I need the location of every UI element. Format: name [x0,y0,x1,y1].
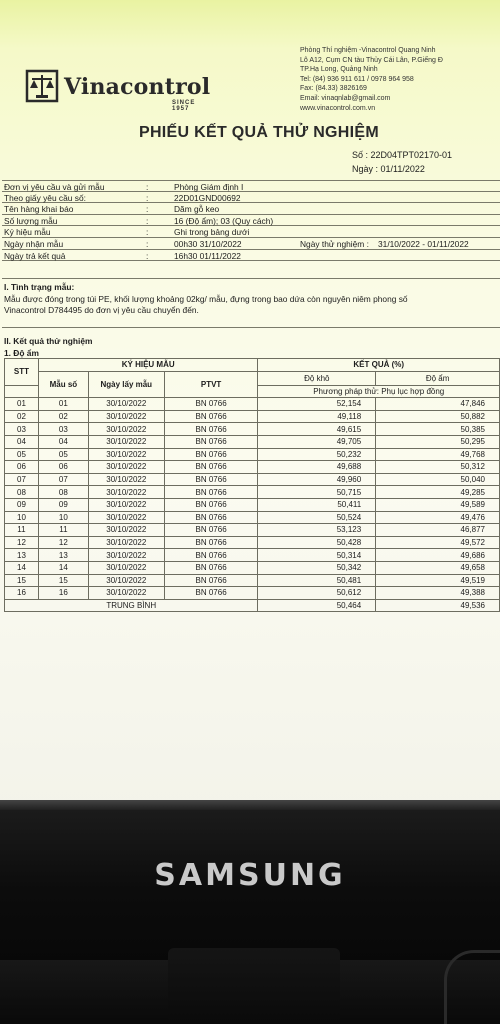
cell-moisture: 50,040 [376,473,500,486]
cell-dryness: 50,342 [258,561,376,574]
average-row [5,599,500,612]
cell-sample-no: 08 [38,486,88,499]
cell-dryness: 50,481 [258,574,376,587]
cell-vehicle: BN 0766 [164,448,258,461]
cell-stt: 11 [5,524,39,537]
cell-sample-no: 12 [38,536,88,549]
cell-sampling-date: 30/10/2022 [88,524,164,537]
cell-moisture: 49,686 [376,549,500,562]
info-label: Tên hàng khai báo [4,204,74,215]
cell-sampling-date: 30/10/2022 [88,549,164,562]
contact-line: Tel: (84) 936 911 611 / 0978 964 958 [300,75,414,83]
lab-contact-block [300,46,500,113]
cell-dryness: 49,615 [258,423,376,436]
info-colon: : [146,215,149,226]
cell-moisture: 47,846 [376,398,500,411]
cell-stt: 15 [5,574,39,587]
table-row [5,587,500,600]
cell-vehicle: BN 0766 [164,498,258,511]
cell-moisture: 50,882 [376,410,500,423]
cell-sampling-date: 30/10/2022 [88,410,164,423]
cell-dryness: 50,612 [258,587,376,600]
cell-moisture: 49,285 [376,486,500,499]
info-row [2,226,500,238]
cell-sampling-date: 30/10/2022 [88,435,164,448]
sample-state-line: Mẫu được đóng trong túi PE, khối lượng khoảng 02kg/ mẫu, đựng trong bao dứa còn nguyên niêm phong số [4,294,408,304]
cell-stt: 02 [5,410,39,423]
cell-stt: 14 [5,561,39,574]
cell-sample-no: 13 [38,549,88,562]
info-row [2,250,500,262]
cell-sampling-date: 30/10/2022 [88,511,164,524]
table-row [5,398,500,411]
table-row [5,486,500,499]
cell-dryness: 50,411 [258,498,376,511]
cell-vehicle: BN 0766 [164,574,258,587]
table-row [5,524,500,537]
cell-dryness: 49,960 [258,473,376,486]
cell-vehicle: BN 0766 [164,511,258,524]
average-dryness: 50,464 [258,599,376,612]
request-info-table [2,180,500,261]
info-colon: : [146,182,149,192]
cell-dryness: 49,688 [258,461,376,474]
cell-dryness: 49,118 [258,410,376,423]
table-row [5,473,500,486]
table-row [5,498,500,511]
cell-vehicle: BN 0766 [164,410,258,423]
header-stt: STT [5,359,39,386]
header-result: KẾT QUẢ (%) [258,359,500,372]
cell-sample-no: 15 [38,574,88,587]
info-value: 16h30 01/11/2022 [174,250,241,261]
cell-vehicle: BN 0766 [164,486,258,499]
cell-stt: 04 [5,435,39,448]
monitor-brand-logo: SAMSUNG [154,858,346,893]
info-colon: : [146,204,149,215]
document-date: Ngày : 01/11/2022 [352,164,425,174]
cell-moisture: 49,388 [376,587,500,600]
cell-vehicle: BN 0766 [164,398,258,411]
monitor-stand [168,948,340,1024]
scales-logo-icon [24,68,60,104]
cell-sample-no: 06 [38,461,88,474]
results-body [5,398,500,600]
document-number: Số : 22D04TPT02170-01 [352,150,453,160]
table-row [5,574,500,587]
cell-moisture: 49,572 [376,536,500,549]
section-heading: II. Kết quả thử nghiệm [4,336,93,346]
cell-sample-no: 01 [38,398,88,411]
cell-sampling-date: 30/10/2022 [88,461,164,474]
cell-dryness: 49,705 [258,435,376,448]
contact-line: Lô A12, Cụm CN tàu Thủy Cái Lân, P.Giếng Đ [300,56,443,64]
header-dryness: Độ khô [258,371,376,385]
cell-vehicle: BN 0766 [164,461,258,474]
subsection-heading: 1. Độ ẩm [4,348,39,358]
cell-sampling-date: 30/10/2022 [88,398,164,411]
cell-vehicle: BN 0766 [164,549,258,562]
test-date-label: Ngày thử nghiệm : [300,238,369,249]
cell-sample-no: 10 [38,511,88,524]
cell-vehicle: BN 0766 [164,423,258,436]
monitor-cable [444,950,500,1024]
average-moisture: 49,536 [376,599,500,612]
table-row [5,448,500,461]
info-row [2,238,500,250]
moisture-results-table [4,358,500,612]
info-colon: : [146,192,149,203]
cell-stt: 03 [5,423,39,436]
cell-stt: 12 [5,536,39,549]
cell-sampling-date: 30/10/2022 [88,561,164,574]
header-test-method: Phương pháp thử: Phụ lục hợp đồng [258,385,500,398]
cell-moisture: 50,385 [376,423,500,436]
cell-sample-no: 05 [38,448,88,461]
cell-moisture: 49,589 [376,498,500,511]
contact-line: TP.Hạ Long, Quảng Ninh [300,66,378,74]
table-row [5,461,500,474]
cell-moisture: 46,877 [376,524,500,537]
info-value: 22D01GND00692 [174,192,241,203]
cell-dryness: 50,314 [258,549,376,562]
cell-dryness: 50,524 [258,511,376,524]
cell-stt: 13 [5,549,39,562]
info-row [2,192,500,204]
cell-moisture: 50,295 [376,435,500,448]
info-colon: : [146,250,149,261]
cell-sample-no: 16 [38,587,88,600]
cell-sample-no: 09 [38,498,88,511]
table-row [5,423,500,436]
cell-sample-no: 03 [38,423,88,436]
cell-sampling-date: 30/10/2022 [88,574,164,587]
header-vehicle: PTVT [164,371,258,398]
cell-dryness: 50,428 [258,536,376,549]
table-row [5,561,500,574]
cell-sampling-date: 30/10/2022 [88,536,164,549]
cell-sampling-date: 30/10/2022 [88,448,164,461]
cell-moisture: 49,519 [376,574,500,587]
info-value: Phòng Giám định I [174,182,244,192]
cell-sample-no: 11 [38,524,88,537]
info-label: Số lượng mẫu [4,215,58,226]
table-row [5,536,500,549]
cell-sampling-date: 30/10/2022 [88,587,164,600]
header-moisture: Độ ẩm [376,371,500,385]
info-value: Ghi trong bảng dưới [174,227,250,238]
contact-line: Phòng Thí nghiệm -Vinacontrol Quang Ninh [300,47,436,54]
info-colon: : [146,238,149,249]
table-row [5,549,500,562]
contact-line: Fax: (84.33) 3826169 [300,85,367,93]
cell-stt: 01 [5,398,39,411]
cell-dryness: 53,123 [258,524,376,537]
info-row [2,215,500,227]
cell-moisture: 49,768 [376,448,500,461]
info-value: 00h30 31/10/2022 [174,238,242,249]
cell-dryness: 50,715 [258,486,376,499]
average-label: TRUNG BÌNH [5,599,258,612]
table-row [5,410,500,423]
cell-stt: 10 [5,511,39,524]
cell-stt: 07 [5,473,39,486]
info-label: Ngày nhận mẫu [4,238,64,249]
sample-state-text [4,294,500,316]
section-heading: I. Tình trạng mẫu: [4,282,75,292]
cell-moisture: 49,476 [376,511,500,524]
info-colon: : [146,227,149,238]
cell-stt: 09 [5,498,39,511]
cell-moisture: 50,312 [376,461,500,474]
brand-since: SINCE 1957 [172,100,196,112]
cell-sample-no: 14 [38,561,88,574]
contact-line: Email: vinaqnlab@gmail.com [300,94,391,102]
info-value: 16 (Độ ẩm); 03 (Quy cách) [174,215,274,226]
vinacontrol-logo [24,68,214,110]
brand-name: Vinacontrol [64,74,211,100]
info-label: Theo giấy yêu cầu số: [4,192,86,203]
cell-stt: 16 [5,587,39,600]
table-row [5,435,500,448]
cell-sampling-date: 30/10/2022 [88,473,164,486]
info-label: Ngày trả kết quả [4,250,66,261]
cell-vehicle: BN 0766 [164,435,258,448]
header-sample-no: Mẫu số [38,371,88,398]
cell-dryness: 50,232 [258,448,376,461]
cell-sampling-date: 30/10/2022 [88,498,164,511]
bezel-edge [0,800,500,810]
info-value: Dăm gỗ keo [174,204,220,215]
cell-sample-no: 04 [38,435,88,448]
cell-dryness: 52,154 [258,398,376,411]
header-sampling-date: Ngày lấy mẫu [88,371,164,398]
info-row [2,180,500,192]
info-row [2,203,500,215]
cell-sample-no: 02 [38,410,88,423]
cell-vehicle: BN 0766 [164,524,258,537]
cell-vehicle: BN 0766 [164,473,258,486]
cell-vehicle: BN 0766 [164,561,258,574]
test-date-value: 31/10/2022 - 01/11/2022 [378,238,469,249]
cell-stt: 08 [5,486,39,499]
cell-vehicle: BN 0766 [164,587,258,600]
cell-stt: 05 [5,448,39,461]
contact-line: www.vinacontrol.com.vn [300,104,376,112]
cell-sampling-date: 30/10/2022 [88,423,164,436]
cell-stt: 06 [5,461,39,474]
cell-moisture: 49,658 [376,561,500,574]
cell-sampling-date: 30/10/2022 [88,486,164,499]
cell-vehicle: BN 0766 [164,536,258,549]
info-label: Đơn vị yêu cầu và gửi mẫu [4,182,105,192]
header-sample-code: KÝ HIỆU MẪU [38,359,258,372]
table-row [5,511,500,524]
info-label: Ký hiệu mẫu [4,227,51,238]
sample-state-line: Vinacontrol D784495 do đơn vị yêu cầu chuyển đến. [4,305,199,315]
document-title: PHIẾU KẾT QUẢ THỬ NGHIỆM [138,124,380,141]
cell-sample-no: 07 [38,473,88,486]
